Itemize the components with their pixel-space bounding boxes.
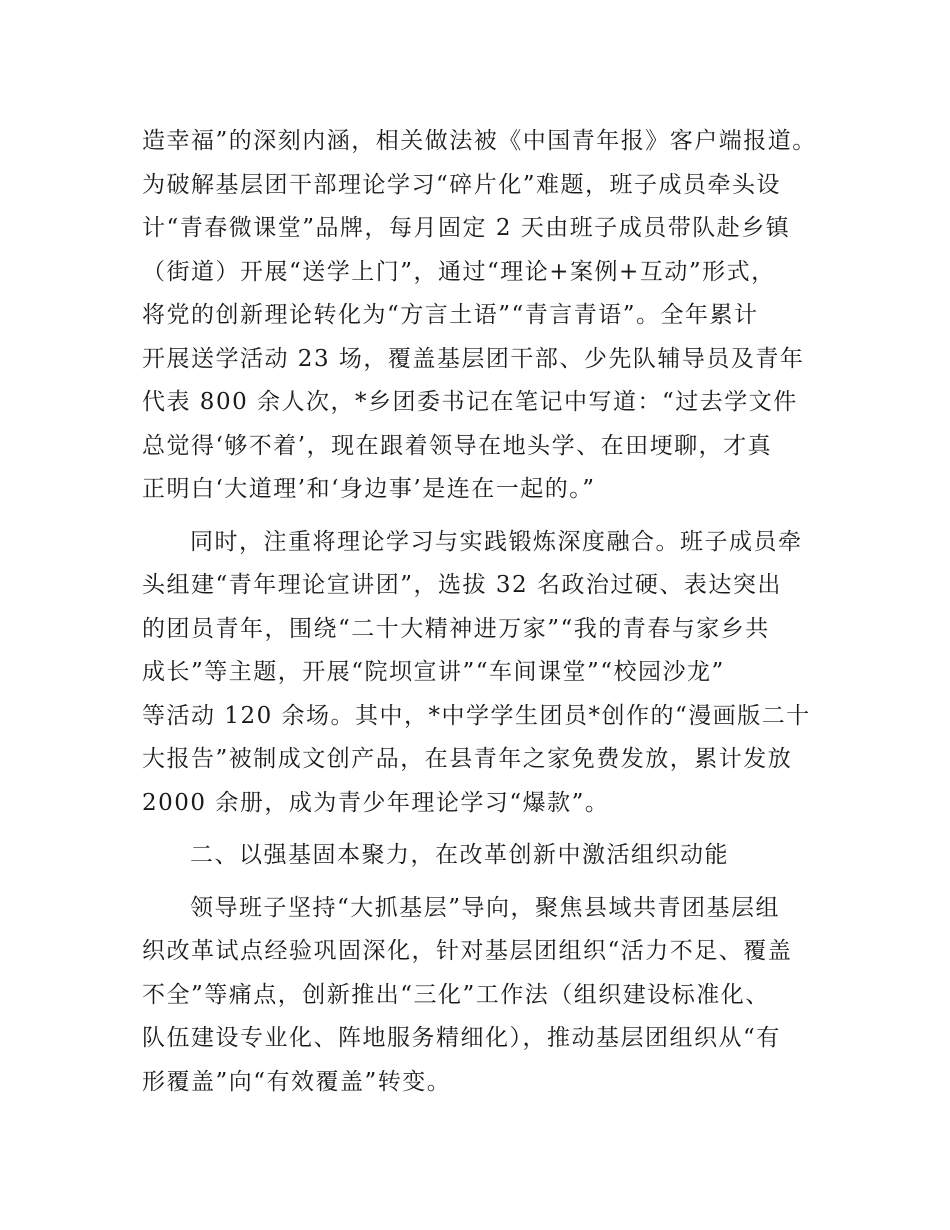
text-line: 同时，注重将理论学习与实践锻炼深度融合。班子成员牵 [190, 528, 803, 555]
text-line: 2000 余册，成为青少年理论学习“爆款”。 [142, 789, 610, 816]
paragraph-continuation [142, 120, 822, 512]
paragraph-gap [142, 878, 822, 887]
paragraph-grassroots [142, 887, 822, 1105]
text-line: 的团员青年，围绕“二十大精神进万家”“我的青春与家乡共 [142, 615, 770, 642]
text-line: （街道）开展“送学上门”，通过“理论+案例+互动”形式， [142, 258, 776, 285]
text-line: 大报告”被制成文创产品，在县青年之家免费发放，累计发放 [142, 746, 793, 772]
text-line: 织改革试点经验巩固深化，针对基层团组织“活力不足、覆盖 [142, 938, 793, 964]
text-line: 队伍建设专业化、阵地服务精细化），推动基层团组织从“有 [142, 1025, 781, 1051]
paragraph-theory-practice [142, 521, 822, 826]
heading-text: 二、以强基固本聚力，在改革创新中激活组织动能 [190, 842, 729, 868]
text-line: 形覆盖”向“有效覆盖”转变。 [142, 1068, 452, 1095]
text-line: 总觉得‘够不着’，现在跟着领导在地头学、在田埂聊，才真 [142, 432, 773, 459]
text-line: 正明白‘大道理’和‘身边事’是连在一起的。” [142, 476, 596, 502]
text-line: 将党的创新理论转化为“方言土语”“青言青语”。全年累计 [142, 302, 759, 328]
paragraph-gap [142, 825, 822, 834]
text-line: 等活动 120 余场。其中，*中学学生团员*创作的“漫画版二十 [142, 702, 811, 729]
text-line: 开展送学活动 23 场，覆盖基层团干部、少先队辅导员及青年 [142, 345, 805, 372]
text-line: 为破解基层团干部理论学习“碎片化”难题，班子成员牵头设 [142, 171, 782, 198]
text-line: 不全”等痛点，创新推出“三化”工作法（组织建设标准化、 [142, 981, 770, 1008]
text-line: 造幸福”的深刻内涵，相关做法被《中国青年报》客户端报道。 [142, 128, 817, 154]
paragraph-gap [142, 512, 822, 521]
document-body [142, 120, 822, 1104]
text-line: 计“青春微课堂”品牌，每月固定 2 天由班子成员带队赴乡镇 [142, 215, 791, 241]
text-line: 头组建“青年理论宣讲团”，选拔 32 名政治过硬、表达突出 [142, 572, 782, 598]
section-heading [142, 834, 822, 878]
text-line: 成长”等主题，开展“院坝宣讲”“车间课堂”“校园沙龙” [142, 659, 725, 685]
text-line: 领导班子坚持“大抓基层”导向，聚焦县域共青团基层组 [190, 894, 781, 921]
text-line: 代表 800 余人次，*乡团委书记在笔记中写道：“过去学文件 [142, 389, 798, 415]
